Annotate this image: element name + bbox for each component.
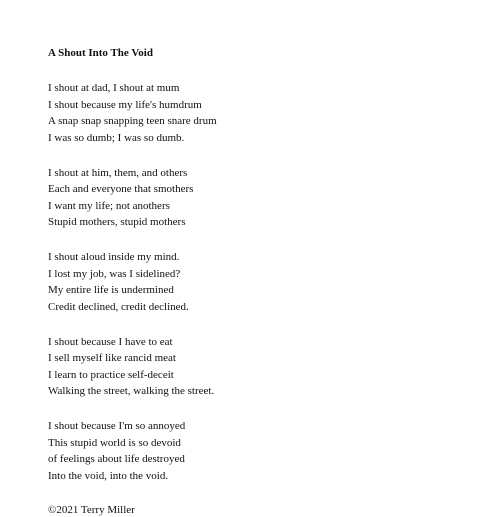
poem-line: I shout at dad, I shout at mum	[48, 82, 180, 94]
stanza	[48, 165, 468, 231]
poem-line: I want my life; not anothers	[48, 199, 170, 212]
poem-line: I shout because my life's humdrum	[48, 98, 202, 111]
stanza	[48, 418, 468, 484]
stanza	[48, 80, 468, 146]
poem-line: I shout because I'm so annoyed	[48, 420, 186, 432]
stanza	[48, 249, 468, 315]
poem-line: I was so dumb; I was so dumb.	[48, 131, 185, 144]
poem-line: Each and everyone that smothers	[48, 183, 194, 195]
poem-line: I shout aloud inside my mind.	[48, 251, 180, 263]
poem-line: I shout because I have to eat	[48, 335, 173, 348]
copyright-notice: ©2021 Terry Miller	[48, 503, 135, 516]
poem-line: A snap snap snapping teen snare drum	[48, 115, 217, 127]
poem-line: of feelings about life destroyed	[48, 453, 185, 465]
poem-line: I learn to practice self-deceit	[48, 368, 174, 381]
poem-title: A Shout Into The Void	[48, 47, 153, 59]
poem-line: This stupid world is so devoid	[48, 436, 181, 449]
poem-page	[48, 46, 468, 517]
poem-line: Stupid mothers, stupid mothers	[48, 216, 186, 228]
poem-line: I shout at him, them, and others	[48, 166, 188, 179]
poem-line: Into the void, into the void.	[48, 469, 169, 482]
poem-line: Walking the street, walking the street.	[48, 385, 215, 397]
poem-line: My entire life is undermined	[48, 284, 174, 296]
poem-line: I sell myself like rancid meat	[48, 352, 176, 364]
stanza	[48, 334, 468, 400]
poem-line: Credit declined, credit declined.	[48, 300, 189, 313]
poem-line: I lost my job, was I sidelined?	[48, 267, 181, 280]
